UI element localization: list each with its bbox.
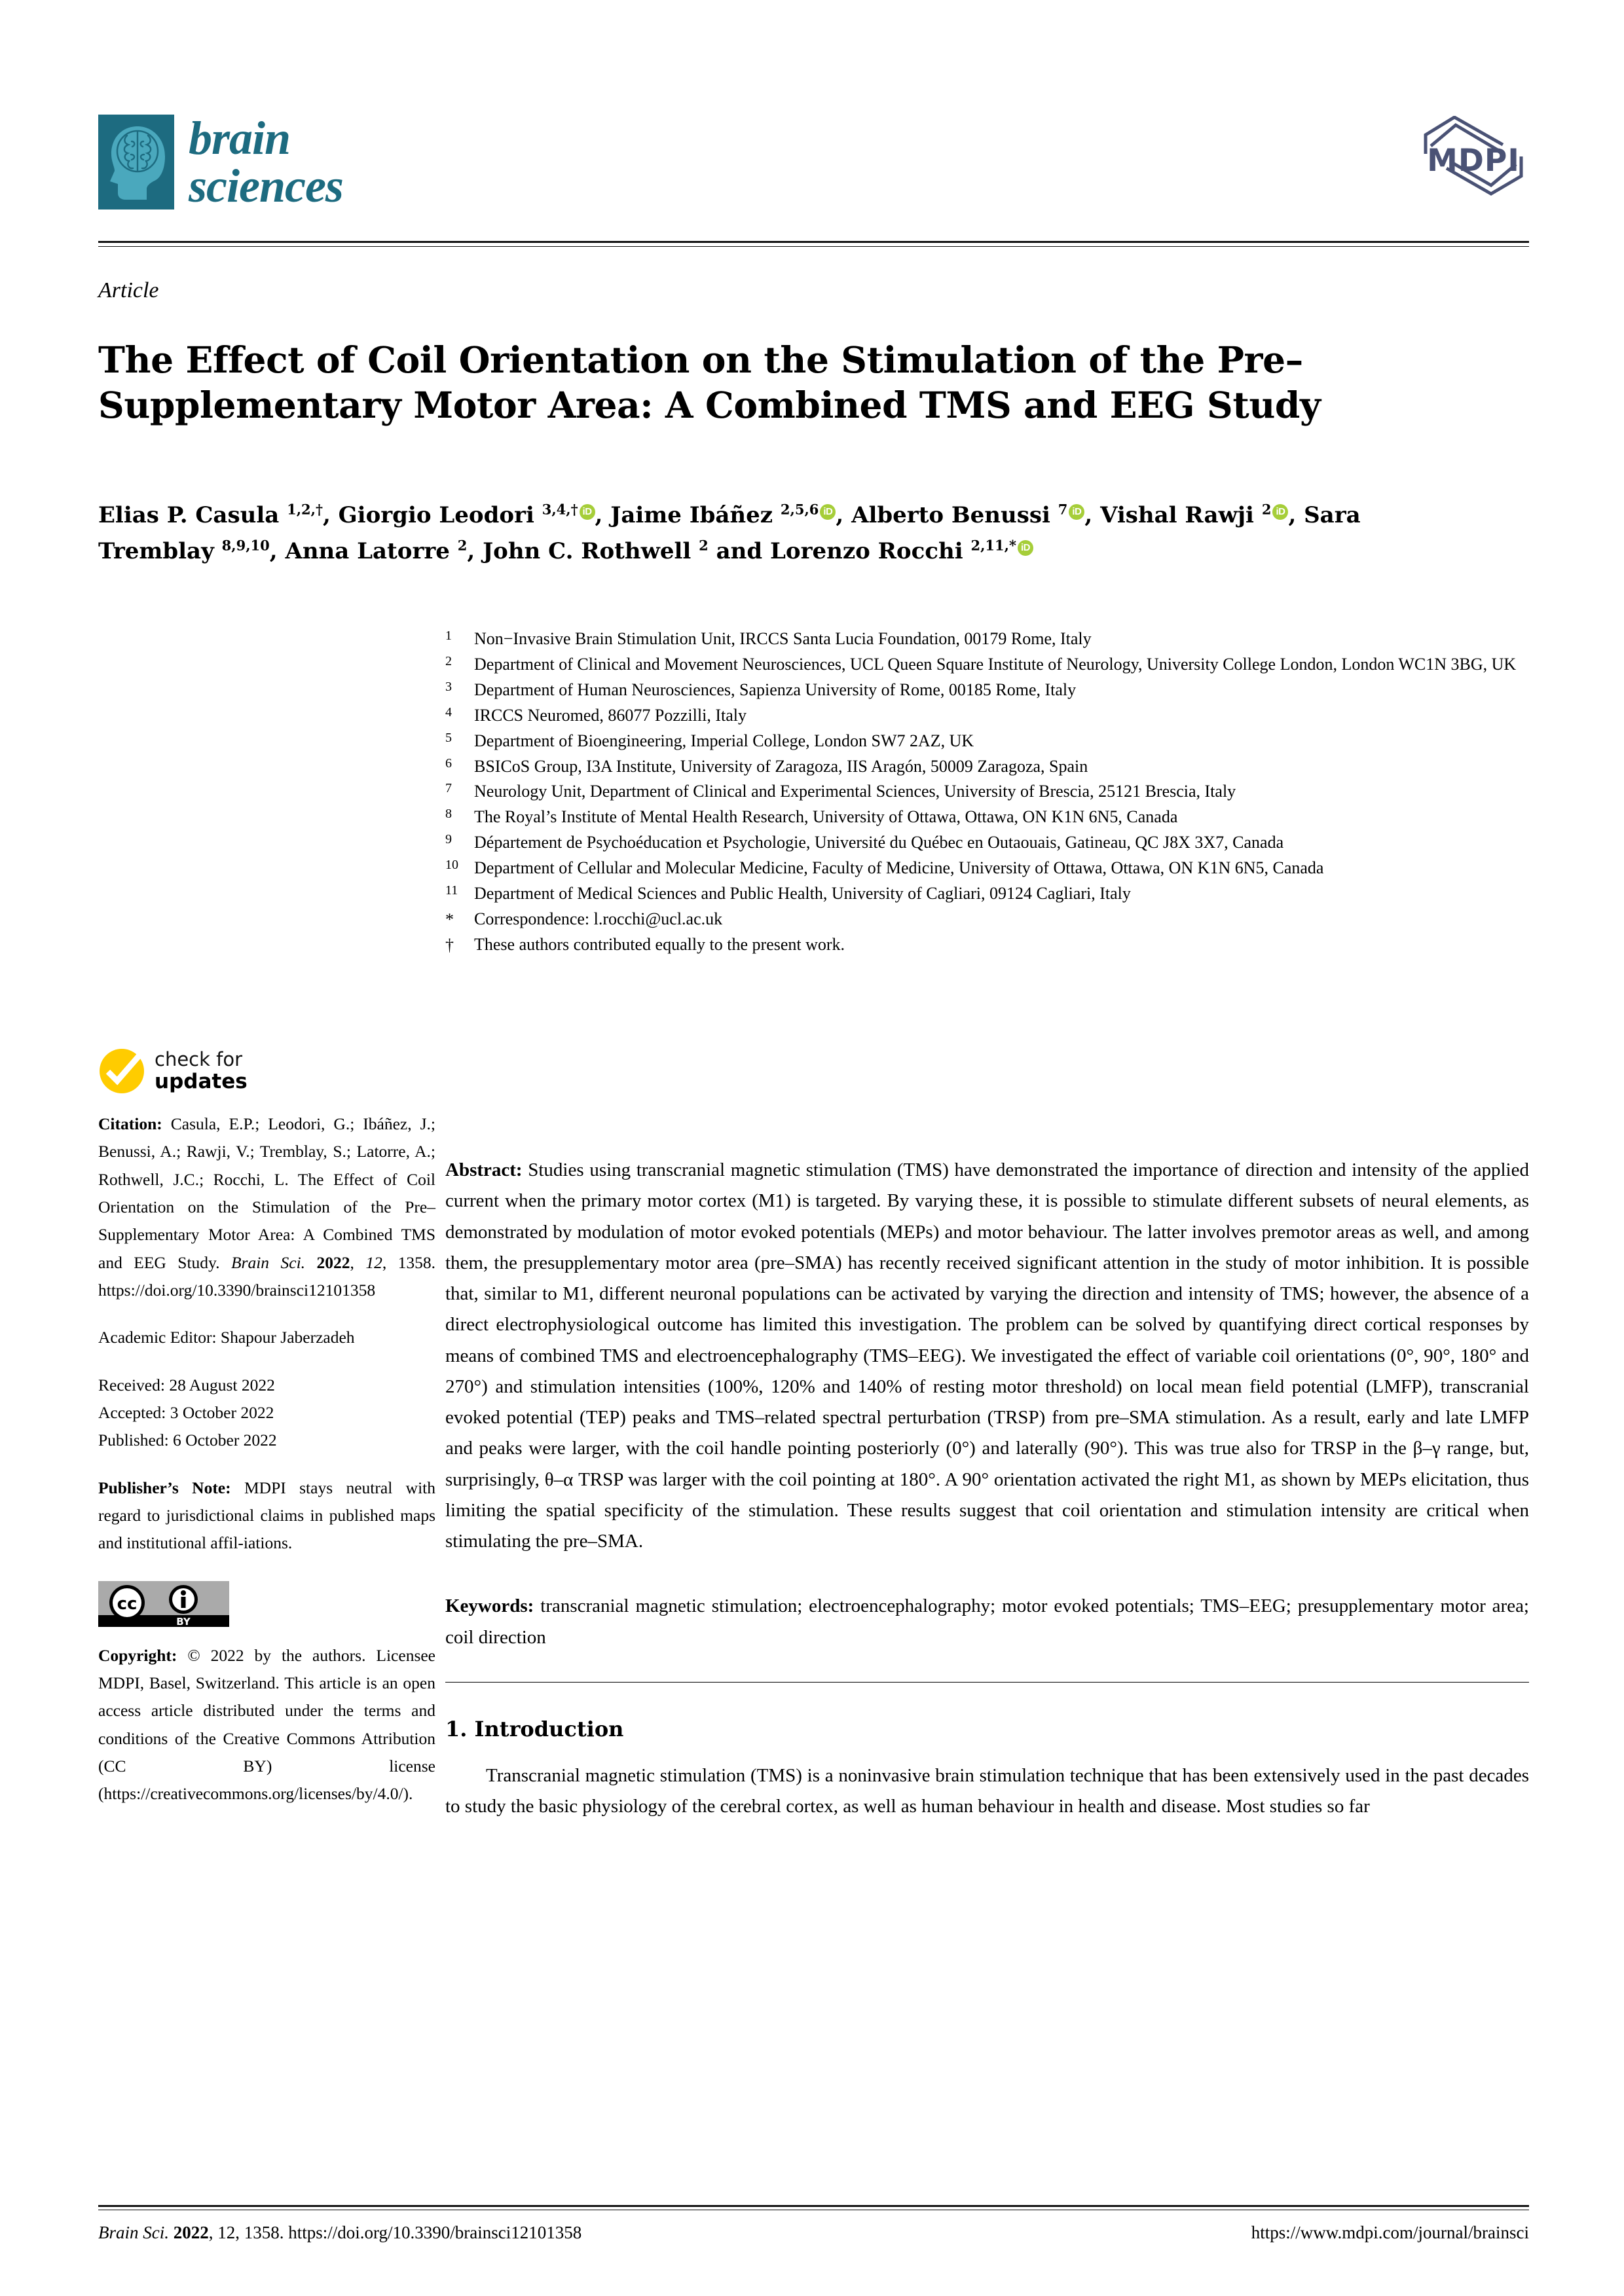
author-affiliation-marker: 1,2,† <box>287 501 323 518</box>
orcid-icon[interactable]: iD <box>1272 504 1288 520</box>
affiliation-item <box>445 780 1532 804</box>
author-affiliation-marker: 8,9,10 <box>221 537 270 554</box>
author-separator: , <box>595 502 611 528</box>
brain-head-icon <box>98 115 174 210</box>
affiliation-text: Department of Medical Sciences and Public Health, University of Cagliari, 09124 Cagliari, Italy <box>474 884 1131 903</box>
publisher-note-text: MDPI stays neutral with regard to jurisdictional claims in published maps and institutional affil-iations. <box>98 1478 435 1553</box>
citation-text: Casula, E.P.; Leodori, G.; Ibáñez, J.; Benussi, A.; Rawji, V.; Tremblay, S.; Latorre, A.; Rothwell, J.C.; Rocchi, L. The Effect of Coil Orientation on the Stimulation of the Pre–Supplementary Motor Area: A Combined TMS and EEG Study. <box>98 1114 435 1272</box>
affiliation-text: BSICoS Group, I3A Institute, University of Zaragoza, IIS Aragón, 50009 Zaragoza, Spain <box>474 756 1088 776</box>
keywords-section <box>445 1591 1529 1653</box>
author-name: Lorenzo Rocchi <box>770 538 971 565</box>
author-name: Vishal Rawji <box>1100 502 1262 528</box>
affiliation-marker: 2 <box>445 653 452 668</box>
affiliation-item <box>445 882 1532 906</box>
author-separator: , <box>836 502 852 528</box>
author-affiliation-marker: 2 <box>457 537 468 554</box>
date-accepted: Accepted: 3 October 2022 <box>98 1402 274 1422</box>
academic-editor: Academic Editor: Shapour Jaberzadeh <box>98 1328 355 1347</box>
footer-year: 2022 <box>173 2223 209 2242</box>
affiliation-item <box>445 755 1532 779</box>
author-name: Alberto Benussi <box>851 502 1058 528</box>
author-affiliation-marker: 2,11,* <box>970 537 1016 554</box>
author-separator: , <box>322 502 339 528</box>
affiliation-text: The Royal’s Institute of Mental Health Research, University of Ottawa, Ottawa, ON K1N 6N5, Canada <box>474 807 1178 827</box>
affiliation-marker: 1 <box>445 629 452 643</box>
journal-masthead <box>98 112 1529 246</box>
citation-pages: , 1358. <box>382 1252 436 1272</box>
affiliation-item <box>445 933 1532 957</box>
journal-name-line2: sciences <box>189 159 343 212</box>
affiliation-item <box>445 907 1532 932</box>
author-name: John C. Rothwell <box>483 538 699 565</box>
affiliation-text: Department of Bioengineering, Imperial College, London SW7 2AZ, UK <box>474 731 974 750</box>
main-column <box>445 1136 1529 1842</box>
article-metadata-sidebar <box>98 1048 435 1808</box>
affiliation-text: Non−Invasive Brain Stimulation Unit, IRCCS Santa Lucia Foundation, 00179 Rome, Italy <box>474 629 1092 648</box>
affiliation-list <box>445 627 1532 958</box>
footer-rest: , 12, 1358. https://doi.org/10.3390/brainsci12101358 <box>208 2223 582 2242</box>
section-heading-introduction: 1. Introduction <box>445 1716 624 1741</box>
affiliation-marker: 5 <box>445 730 452 745</box>
citation-label: Citation: <box>98 1114 162 1133</box>
footer-journal-url[interactable]: https://www.mdpi.com/journal/brainsci <box>1251 2223 1529 2242</box>
date-published: Published: 6 October 2022 <box>98 1430 277 1450</box>
footer-divider <box>98 2205 1529 2210</box>
affiliation-text: Neurology Unit, Department of Clinical and Experimental Sciences, University of Brescia, 25121 Brescia, Italy <box>474 782 1236 801</box>
abstract-label: Abstract: <box>445 1159 523 1180</box>
date-received: Received: 28 August 2022 <box>98 1375 275 1394</box>
copyright-label: Copyright: <box>98 1645 177 1665</box>
affiliation-text: IRCCS Neuromed, 86077 Pozzilli, Italy <box>474 705 747 725</box>
check-for-updates-line1: check for <box>155 1048 242 1071</box>
affiliation-item <box>445 678 1532 702</box>
affiliation-text: These authors contributed equally to the present work. <box>474 934 845 954</box>
affiliation-item <box>445 653 1532 677</box>
keywords-text: transcranial magnetic stimulation; electroencephalography; motor evoked potentials; TMS–EEG; presupplementary motor area; coil direction <box>445 1595 1529 1648</box>
svg-text:cc: cc <box>117 1594 138 1614</box>
masthead-divider <box>98 241 1529 247</box>
affiliation-item <box>445 831 1532 855</box>
orcid-icon[interactable]: iD <box>580 504 595 520</box>
affiliation-text: Département de Psychoéducation et Psychologie, Université du Québec en Outaouais, Gatineau, QC J8X 3X7, Canada <box>474 833 1284 852</box>
mdpi-logo-icon <box>1418 116 1529 196</box>
author-separator: , <box>467 538 483 565</box>
orcid-icon[interactable]: iD <box>1018 540 1033 556</box>
journal-name-line1: brain <box>189 112 291 165</box>
affiliation-item <box>445 627 1532 651</box>
citation-journal: Brain Sci. <box>231 1252 306 1272</box>
author-separator: and <box>708 538 770 565</box>
affiliation-text: Department of Cellular and Molecular Medicine, Faculty of Medicine, University of Ottawa, Ottawa, ON K1N 6N5, Canada <box>474 858 1324 878</box>
footer-journal: Brain Sci. <box>98 2223 169 2242</box>
svg-text:MDPI: MDPI <box>1427 143 1520 179</box>
copyright-block <box>98 1642 435 1808</box>
author-affiliation-marker: 2 <box>1261 501 1272 518</box>
keywords-divider <box>445 1682 1529 1683</box>
affiliation-marker: 9 <box>445 832 452 847</box>
affiliation-marker: 4 <box>445 704 452 720</box>
publisher-note <box>98 1474 435 1558</box>
check-for-updates-badge[interactable] <box>98 1048 435 1095</box>
orcid-icon[interactable]: iD <box>1069 504 1084 520</box>
journal-logo <box>98 112 343 212</box>
author-separator: , <box>1288 502 1304 528</box>
author-name: Elias P. Casula <box>98 502 287 528</box>
abstract-text: Studies using transcranial magnetic stimulation (TMS) have demonstrated the importance of direction and intensity of the applied current when the primary motor cortex (M1) is targeted. By varying these, it is possible to stimulate different subsets of neural elements, as demonstrated by modulation of motor evoked potentials (MEPs) and motor behaviour. The latter involves premotor areas as well, and among them, the presupplementary motor area (pre–SMA) has recently received significant attention in the study of motor inhibition. It is possible that, similar to M1, different neuronal populations can be activated by varying the direction and intensity of TMS; however, the absence of a direct electrophysiological outcome has limited this investigation. The problem can be solved by quantifying direct cortical responses by means of combined TMS and electroencephalography (TMS–EEG). We investigated the effect of variable coil orientations (0°, 90°, 180° and 270°) and stimulation intensities (100%, 120% and 140% of resting motor threshold) on local mean field potential (LMFP), transcranial evoked potential (TEP) peaks and TMS–related spectral perturbation (TRSP) from pre–SMA stimulation. As a result, early and late LMFP and peaks were larger, with the coil handle pointing posteriorly (0°) and laterally (90°). This was true also for TRSP in the β–γ range, but, surprisingly, θ–α TRSP was larger with the coil pointing at 180°. A 90° orientation activated the right M1, as shown by MEPs elicitation, thus limiting the spatial specificity of the stimulation. These results suggest that coil orientation and stimulation intensity are critical when stimulating the pre–SMA. <box>445 1159 1529 1552</box>
affiliation-text: Department of Clinical and Movement Neurosciences, UCL Queen Square Institute of Neurology, University College London, London WC1N 3BG, UK <box>474 654 1517 674</box>
affiliation-text: Correspondence: l.rocchi@ucl.ac.uk <box>474 909 723 928</box>
citation-year: 2022 <box>316 1252 350 1272</box>
author-separator: , <box>1084 502 1101 528</box>
author-separator: , <box>269 538 286 565</box>
abstract-section <box>445 1155 1529 1557</box>
article-type-label: Article <box>98 278 159 302</box>
affiliation-item <box>445 856 1532 881</box>
introduction-paragraph: Transcranial magnetic stimulation (TMS) is a noninvasive brain stimulation technique that has been extensively used in the past decades to study the basic physiology of the cerebral cortex, as well as human behaviour in health and disease. Most studies so far <box>445 1764 1529 1817</box>
author-name: Sara Tremblay <box>98 502 1361 565</box>
affiliation-marker: † <box>445 935 454 955</box>
affiliation-marker: 11 <box>445 883 458 898</box>
author-name: Anna Latorre <box>285 538 458 565</box>
affiliation-marker: 6 <box>445 756 452 771</box>
creative-commons-by-icon[interactable] <box>98 1581 229 1627</box>
affiliation-marker: 10 <box>445 858 458 873</box>
keywords-label: Keywords: <box>445 1595 534 1617</box>
affiliation-marker: 7 <box>445 781 452 796</box>
affiliation-item <box>445 729 1532 754</box>
affiliation-item <box>445 704 1532 728</box>
page-footer <box>98 2223 1529 2243</box>
citation-block: Citation: Casula, E.P.; Leodori, G.; Ibáñez, J.; Benussi, A.; Rawji, V.; Tremblay, S.; Latorre, A.; Rothwell, J.C.; Rocchi, L. The Effect of Coil Orientation on the Stimulation of the Pre–Supplementary Motor Area: A Combined TMS and EEG Study. Brain Sci. 2022, 12, 1358. https://doi.org/10.3390/brainsci12101358 <box>98 1114 436 1300</box>
footer-citation <box>98 2223 581 2243</box>
svg-text:BY: BY <box>176 1615 191 1627</box>
page-title: The Effect of Coil Orientation on the Stimulation of the Pre–Supplementary Motor Area: A Combined TMS and EEG Study <box>98 338 1321 427</box>
author-affiliation-marker: 3,4,† <box>542 501 578 518</box>
citation-volume: 12 <box>365 1252 382 1272</box>
affiliation-marker: 3 <box>445 679 452 694</box>
author-list <box>98 498 1447 570</box>
author-affiliation-marker: 2,5,6 <box>780 501 819 518</box>
publication-dates <box>98 1372 435 1455</box>
citation-doi-link[interactable]: https://doi.org/10.3390/brainsci12101358 <box>98 1280 376 1300</box>
copyright-text: © 2022 by the authors. Licensee MDPI, Basel, Switzerland. This article is an open access article distributed under the terms and conditions of the Creative Commons Attribution (CC BY) license (https://creativecommons.org/licenses/by/4.0/). <box>98 1645 435 1804</box>
author-affiliation-marker: 2 <box>699 537 709 554</box>
affiliation-marker: * <box>445 909 454 929</box>
affiliation-marker: 8 <box>445 807 452 822</box>
publisher-note-label: Publisher’s Note: <box>98 1478 231 1497</box>
author-name: Jaime Ibáñez <box>610 502 781 528</box>
orcid-icon[interactable]: iD <box>820 504 836 520</box>
check-for-updates-line2: updates <box>155 1069 248 1093</box>
affiliation-item <box>445 805 1532 829</box>
check-circle-icon <box>98 1048 145 1095</box>
author-affiliation-marker: 7 <box>1058 501 1068 518</box>
affiliation-text: Department of Human Neurosciences, Sapienza University of Rome, 00185 Rome, Italy <box>474 680 1077 699</box>
author-name: Giorgio Leodori <box>338 502 542 528</box>
